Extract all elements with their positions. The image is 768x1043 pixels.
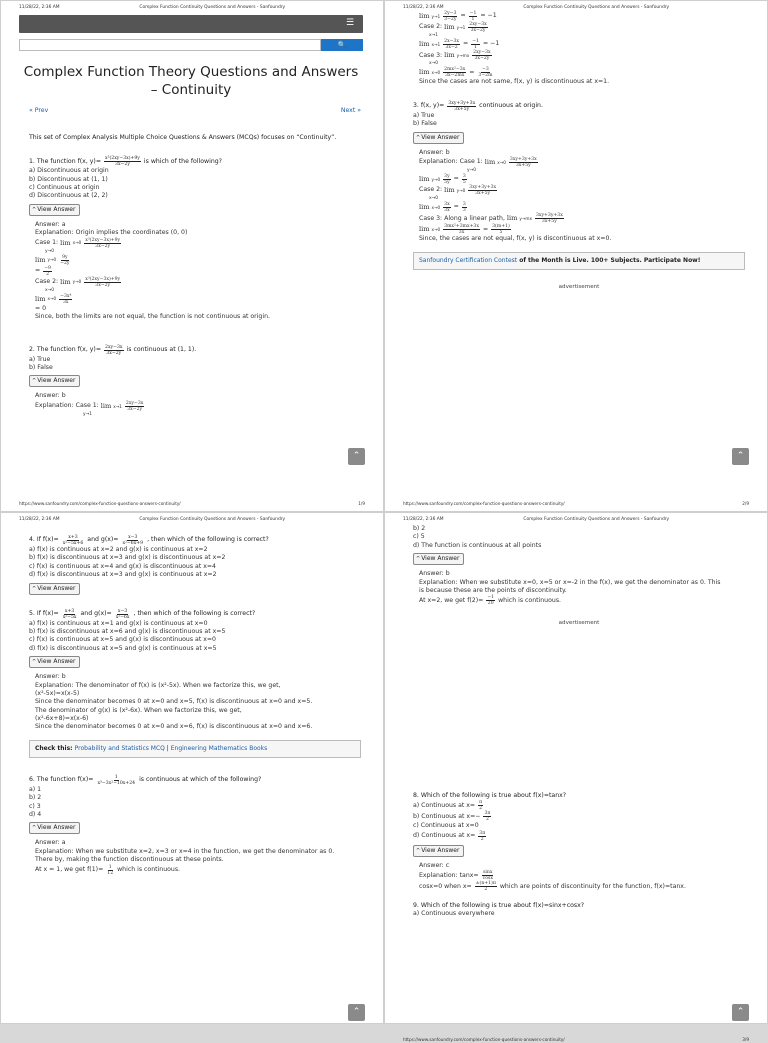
page-footer xyxy=(19,501,365,507)
intro-text: This set of Complex Analysis Multiple Choice Questions & Answers (MCQs) focuses on “Continuity”. xyxy=(29,133,337,141)
answer-block: Answer: b Explanation: When we substitute x=0, x=5 or x=-2 in the f(x), we get the denominator as 0. This is because these are the points of discontinuity. At x=2, we get f(2)= $\frac{-1}{20}$ which is continuous. xyxy=(419,570,721,607)
question-5: 5. If f(x)= $\frac{x+3}{\text{x²−5x}}$ and g(x)= $\frac{x-3}{\text{x²−6x}}$ , then which of the following is correct? xyxy=(29,608,256,620)
answer-continuation: lim y→1 $\frac{2y-3}{3-2y}$ = $\frac{-1}{1}$ = −1 Case 2: lim y→1 $\frac{2xy-3x}{3x-2y}$ x→1 lim x→1 $\frac{2x-3x}{3x-2}$ = $\frac{-1}{1}$ = −1 Case 3: lim y→mx $\frac{2xy-3x}{3x-2y}$ x→0 lim x→0 $\frac{\text{2mx²−3x}}{3x-2mx}$ = $\frac{-3}{3-2m}$ Since the cases are not same, f(x, y) is discontinuous at x=1. xyxy=(419,11,610,86)
option: d) Discontinuous at (2, 2) xyxy=(29,192,108,200)
search-bar xyxy=(19,39,363,51)
option: d) The function is continuous at all points xyxy=(413,541,542,549)
question-1: 1. The function f(x, y)= $\frac{\text{x³(2xy−3x)+9y}}{3x-2y}$ is which of the following? xyxy=(29,156,222,168)
view-answer-button[interactable]: ^View Answer xyxy=(413,132,464,144)
page-number: 2/9 xyxy=(742,501,749,507)
answer-block: Answer: b Explanation: Case 1: lim x→0 $\frac{3xy+3y+3x}{3x+5y}$ y→0 lim y→0 $\frac{3y}{5y}$ = $\frac{3}{5}$ Case 2: lim y→0 $\frac{3xy+3y+3x}{3x+5y}$ x→0 lim x→0 $\frac{3x}{3x}$ = $\frac{3}{3}$ Case 3: Along a linear path, lim y→mx $\frac{3xy+3y+3x}{3x+5y}$ lim x→0 $\frac{\text{3mx²+3mx+3x}}{3x}$ = $\frac{3(m+1)}{5}$ Since, the cases are not equal, f(x, y) is discontinuous at x=0. xyxy=(419,148,612,243)
option: b) f(x) is discontinuous at x=3 and g(x) is discontinuous at x=2 xyxy=(29,554,226,562)
prev-link[interactable]: « Prev xyxy=(29,107,49,115)
view-answer-button[interactable]: ^View Answer xyxy=(413,845,464,857)
view-answer-button[interactable]: ^View Answer xyxy=(29,656,80,668)
caret-up-icon: ^ xyxy=(32,378,37,385)
option: a) Continuous at x= $\frac{\pi}{2}$ xyxy=(413,800,483,812)
page-1 xyxy=(0,0,384,512)
prev-next-links xyxy=(29,107,361,115)
view-answer-button[interactable]: ^View Answer xyxy=(29,583,80,595)
chevron-up-icon: ⌃ xyxy=(352,451,361,461)
question-8: 8. Which of the following is true about f(x)=tanx? xyxy=(413,791,567,799)
probability-mcq-link[interactable]: Probability and Statistics MCQ xyxy=(74,744,165,752)
page-4 xyxy=(384,512,768,1043)
page-title: Complex Function Theory Questions and Answers – Continuity xyxy=(23,64,359,99)
caret-up-icon: ^ xyxy=(32,825,37,832)
page-header: 11/28/22, 2:36 AM Complex Function Continuity Questions and Answers - Sanfoundry xyxy=(403,517,670,522)
fraction: $\frac{\text{x³(2xy−3x)+9y}}{3x-2y}$ xyxy=(105,156,140,168)
option: b) Continuous at x=− $\frac{3\pi}{2}$ xyxy=(413,811,491,823)
chevron-up-icon: ⌃ xyxy=(736,451,745,461)
option: b) False xyxy=(29,364,53,372)
option: c) Continuous at x=0 xyxy=(413,822,479,830)
scroll-top-button[interactable] xyxy=(348,1004,365,1021)
footer-url: https://www.sanfoundry.com/complex-function-questions-answers-continuity/ xyxy=(19,501,181,507)
next-link[interactable]: Next » xyxy=(340,107,361,115)
option: c) Continuous at origin xyxy=(29,183,100,191)
option: a) f(x) is continuous at x=1 and g(x) is continuous at x=0 xyxy=(29,619,208,627)
option: a) f(x) is continuous at x=2 and g(x) is continuous at x=2 xyxy=(29,546,208,554)
option: b) 2 xyxy=(29,794,42,802)
option: c) 5 xyxy=(413,533,425,541)
contest-banner: Sanfoundry Certification Contest of the Month is Live. 100+ Subjects. Participate Now! xyxy=(413,252,745,270)
chevron-up-icon: ⌃ xyxy=(736,1007,745,1017)
view-answer-button[interactable]: ^View Answer xyxy=(29,204,80,216)
advertisement-label: advertisement xyxy=(558,283,600,290)
page-footer: https://www.sanfoundry.com/complex-function-questions-answers-continuity/ 3/9 xyxy=(403,1037,749,1043)
view-answer-button[interactable]: ^View Answer xyxy=(29,375,80,387)
option: a) True xyxy=(413,111,435,119)
scroll-top-button[interactable] xyxy=(348,448,365,465)
option: b) Discontinuous at (1, 1) xyxy=(29,175,108,183)
advertisement-label: advertisement xyxy=(558,620,600,627)
caret-up-icon: ^ xyxy=(32,585,37,592)
option: d) f(x) is discontinuous at x=5 and g(x) is continuous at x=5 xyxy=(29,644,217,652)
question-2: 2. The function f(x, y)= $\frac{2xy-3x}{3x-2y}$ is continuous at (1, 1). xyxy=(29,344,197,356)
caret-up-icon: ^ xyxy=(416,134,421,141)
answer-block: Answer: c Explanation: tanx= $\frac{\sin x}{\cos x}$ cosx=0 when x= $\frac{\pm(n+1)\pi}{2}$ which are points of discontinuity for the function, f(x)=tanx. xyxy=(419,861,686,893)
page-footer: https://www.sanfoundry.com/complex-function-questions-answers-continuity/ 2/9 xyxy=(403,501,749,507)
view-answer-button[interactable]: ^View Answer xyxy=(413,553,464,565)
option: d) f(x) is discontinuous at x=3 and g(x) is continuous at x=2 xyxy=(29,571,217,579)
question-9: 9. Which of the following is true about f(x)=sinx+cosx? xyxy=(413,901,585,909)
answer-block: Answer: a Explanation: Origin implies the coordinates (0, 0) Case 1: lim x→0 $\frac{\text{x³(2xy−3x)+9y}}{3x-2y}$ y→0 lim y→0 $\frac{9y}{-2y}$ = $\frac{-9}{2}$ Case 2: lim y→0 $\frac{\text{x³(2xy−3x)+9y}}{3x-2y}$ x→0 lim x→0 $\frac{\text{−3x⁴}}{3x}$ = 0 Since, both the limits are not equal, the function is not continuous at origin. xyxy=(35,220,270,321)
search-icon: 🔍 xyxy=(337,41,347,49)
option: a) Discontinuous at origin xyxy=(29,167,109,175)
page-header: 11/28/22, 2:36 AM Complex Function Continuity Questions and Answers - Sanfoundry xyxy=(403,5,670,10)
answer-block: Answer: a Explanation: When we substitute x=2, x=3 or x=4 in the function, we get the denominator as 0. There by, making the function discontinuous at these points. At x = 1, we get f(1)= $\frac{1}{12}$ which is continuous. xyxy=(35,839,335,876)
option: b) False xyxy=(413,120,437,128)
option: d) 4 xyxy=(29,811,42,819)
page-number: 3/9 xyxy=(742,1037,749,1043)
question-4: 4. If f(x)= $\frac{x+3}{\text{x²−5x+6}}$ and g(x)= $\frac{x-3}{\text{x²−6x+9}}$ , then which of the following is correct? xyxy=(29,535,269,547)
page-2 xyxy=(384,0,768,512)
page-header: 11/28/22, 2:36 AM Complex Function Continuity Questions and Answers - Sanfoundry xyxy=(19,517,286,522)
view-answer-button[interactable]: ^View Answer xyxy=(29,822,80,834)
search-button[interactable] xyxy=(321,39,363,51)
option: a) Continuous everywhere xyxy=(413,909,495,917)
option: c) f(x) is continuous at x=4 and g(x) is discontinuous at x=4 xyxy=(29,562,216,570)
page-3 xyxy=(0,512,384,1024)
scroll-top-button[interactable] xyxy=(732,1004,749,1021)
question-6: 6. The function f(x)= $\frac{1}{\text{x³−3x²−10x+24}}$ is continuous at which of the following? xyxy=(29,774,262,786)
search-input[interactable] xyxy=(19,39,321,51)
option: a) True xyxy=(29,355,51,363)
header-title: Complex Function Continuity Questions and Answers - Sanfoundry xyxy=(139,5,286,10)
option: d) Continuous at x= $\frac{3\pi}{2}$ xyxy=(413,830,486,842)
hamburger-menu-icon[interactable]: ☰ xyxy=(346,18,355,28)
answer-block: Answer: b Explanation: The denominator of f(x) is (x²-5x). When we factorize this, we get, (x²-5x)=x(x-5) Since the denominator becomes 0 at x=0 and x=5, f(x) is discontinuous at x=0 and x=5. The denominator of g(x) is (x²-6x). When we factorize this, we get, (x²-6x+8)=x(x-6) Since the denominator becomes 0 at x=0 and x=6, f(x) is discontinuous at x=0 and x=6. xyxy=(35,673,313,731)
chevron-up-icon: ⌃ xyxy=(352,1007,361,1017)
page-number: 1/9 xyxy=(358,501,365,507)
caret-up-icon: ^ xyxy=(32,206,37,213)
option: b) 2 xyxy=(413,525,426,532)
question-3: 3. f(x, y)= $\frac{3xy+3y+3x}{3x+5y}$ continuous at origin. xyxy=(413,100,543,112)
site-nav-bar xyxy=(19,15,363,33)
engineering-math-books-link[interactable]: Engineering Mathematics Books xyxy=(170,744,268,752)
caret-up-icon: ^ xyxy=(416,556,421,563)
contest-link[interactable]: Sanfoundry Certification Contest xyxy=(419,256,518,264)
caret-up-icon: ^ xyxy=(32,659,37,666)
caret-up-icon: ^ xyxy=(416,847,421,854)
option: b) f(x) is discontinuous at x=6 and g(x) is discontinuous at x=5 xyxy=(29,628,226,636)
answer-block: Answer: b Explanation: Case 1: lim x→1 $\frac{2xy-3x}{3x-2y}$ y→1 xyxy=(35,392,144,417)
page-header xyxy=(19,5,365,11)
option: c) f(x) is continuous at x=5 and g(x) is discontinuous at x=0 xyxy=(29,636,216,644)
option: a) 1 xyxy=(29,785,42,793)
check-this-banner: Check this: Probability and Statistics MCQ | Engineering Mathematics Books xyxy=(29,740,361,758)
header-date: 11/28/22, 2:36 AM xyxy=(19,5,60,10)
scroll-top-button[interactable] xyxy=(732,448,749,465)
option: c) 3 xyxy=(29,802,41,810)
